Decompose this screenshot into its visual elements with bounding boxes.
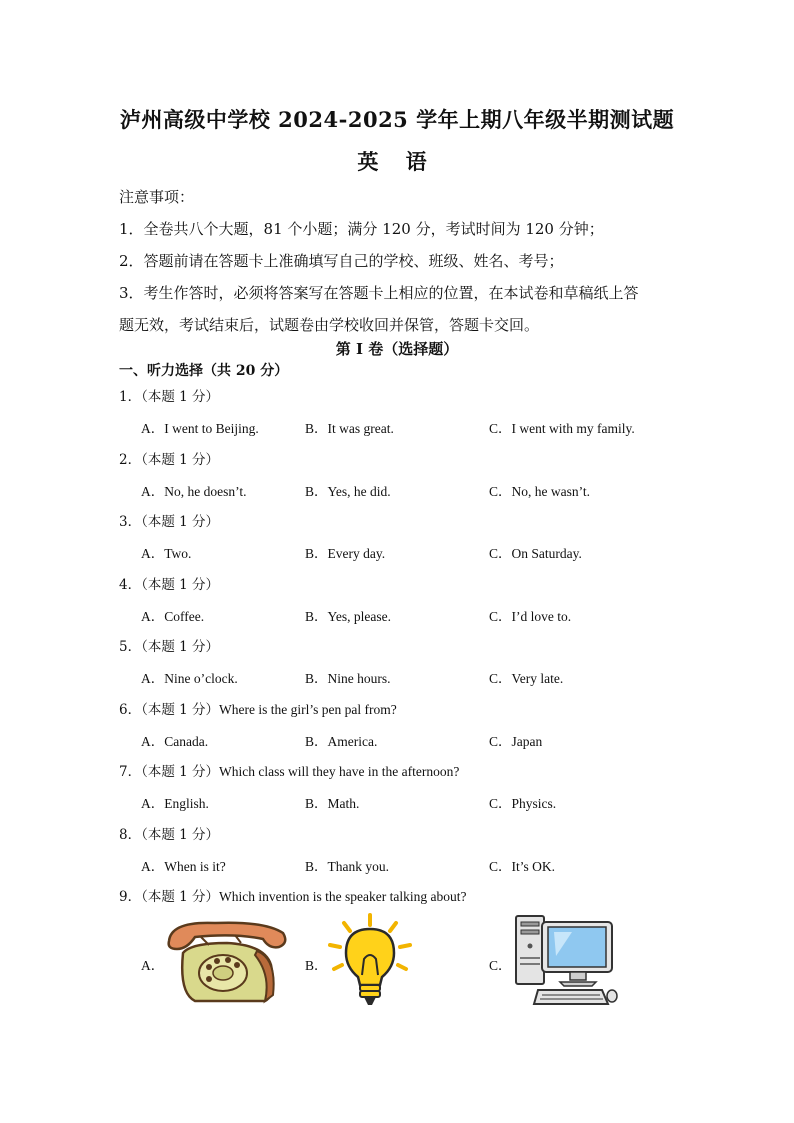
notice-item-1: 1．全卷共八个大题，81 个小题；满分 120 分，考试时间为 120 分钟； [119,220,604,238]
option-c[interactable]: C．No, he wasn’t. [489,484,590,499]
option-c[interactable]: C．Physics. [489,796,557,811]
question-label: 8．（本题 1 分） [119,827,220,843]
part-title: 第 I 卷（选择题） [335,340,459,358]
page-title: 泸州高级中学校 2024-2025 学年上期八年级半期测试题 [119,107,675,132]
option-b[interactable]: B． [305,958,328,973]
notice-heading: 注意事项： [119,188,195,206]
option-c[interactable]: C． [489,958,512,973]
option-a[interactable]: A．Canada. [141,734,209,749]
option-a[interactable]: A．I went to Beijing. [141,421,259,436]
light-bulb-icon[interactable] [326,913,414,1009]
option-c[interactable]: C．Very late. [489,671,564,686]
option-a[interactable]: A．No, he doesn’t. [141,484,247,499]
option-b[interactable]: B．Nine hours. [305,671,391,686]
option-c[interactable]: C．On Saturday. [489,546,582,561]
subject-title: 英 语 [357,149,437,174]
question-label: 7．（本题 1 分）Which class will they have in the afternoon? [119,764,460,780]
option-b[interactable]: B．Thank you. [305,859,389,874]
question-label: 5．（本题 1 分） [119,639,220,655]
question-label: 1．（本题 1 分） [119,389,220,405]
option-a[interactable]: A．When is it? [141,859,226,874]
notice-item-3-cont: 题无效，考试结束后，试题卷由学校收回并保管，答题卡交回。 [119,316,540,334]
option-c[interactable]: C．I went with my family. [489,421,635,436]
option-a[interactable]: A．English. [141,796,209,811]
question-label: 6．（本题 1 分）Where is the girl’s pen pal from? [119,702,397,718]
option-b[interactable]: B．It was great. [305,421,394,436]
option-c[interactable]: C．Japan [489,734,543,749]
option-c[interactable]: C．It’s OK. [489,859,556,874]
question-label: 9．（本题 1 分）Which invention is the speaker talking about? [119,889,467,905]
option-b[interactable]: B．Math. [305,796,360,811]
question-label: 4．（本题 1 分） [119,577,220,593]
option-c[interactable]: C．I’d love to. [489,609,572,624]
section-title: 一、听力选择（共 20 分） [119,363,289,379]
telephone-icon[interactable] [165,915,290,1005]
option-a[interactable]: A．Two. [141,546,192,561]
computer-icon[interactable] [512,912,620,1008]
question-label: 3．（本题 1 分） [119,514,220,530]
option-b[interactable]: B．Yes, he did. [305,484,391,499]
option-b[interactable]: B．Every day. [305,546,386,561]
option-b[interactable]: B．America. [305,734,378,749]
option-a[interactable]: A．Coffee. [141,609,205,624]
question-label: 2．（本题 1 分） [119,452,220,468]
notice-item-2: 2．答题前请在答题卡上准确填写自己的学校、班级、姓名、考号； [119,252,564,270]
option-b[interactable]: B．Yes, please. [305,609,392,624]
option-a[interactable]: A． [141,958,165,973]
option-a[interactable]: A．Nine o’clock. [141,671,238,686]
notice-item-3: 3．考生作答时，必须将答案写在答题卡上相应的位置，在本试卷和草稿纸上答 [119,284,639,302]
